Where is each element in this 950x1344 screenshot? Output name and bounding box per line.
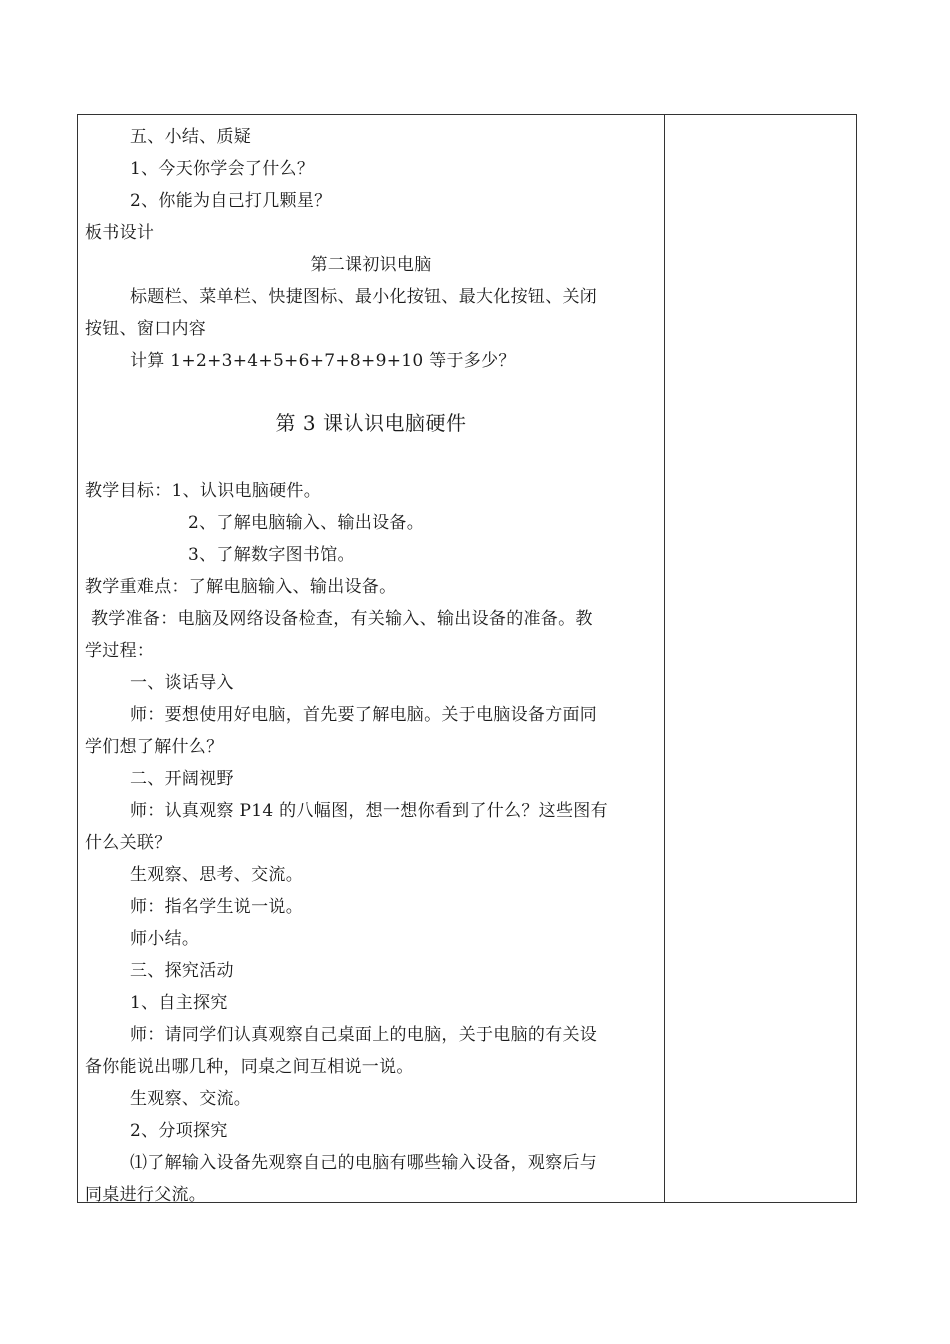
- board-design-calc: 计算 1+2+3+4+5+6+7+8+9+10 等于多少？: [130, 351, 516, 371]
- paragraph-line: 师：认真观察 P14 的八幅图，想一想你看到了什么？这些图有: [130, 801, 608, 821]
- paragraph-line: 师：指名学生说一说。: [130, 897, 303, 917]
- paragraph-line: 同桌进行父流。: [85, 1185, 207, 1202]
- paragraph-line: 什么关联？: [85, 833, 172, 853]
- paragraph-line: 学们想了解什么？: [85, 737, 224, 757]
- paragraph-line: 师：请同学们认真观察自己桌面上的电脑，关于电脑的有关设: [130, 1025, 598, 1045]
- teaching-prep: 学过程：: [85, 641, 155, 661]
- section-heading: 三、探究活动: [130, 961, 234, 981]
- board-design-title: 第二课初识电脑: [310, 255, 432, 275]
- paragraph-line: 备你能说出哪几种，同桌之间互相说一说。: [85, 1057, 414, 1077]
- section-heading: 一、谈话导入: [130, 673, 234, 693]
- teaching-goals: 教学目标：1、认识电脑硬件。: [85, 481, 322, 501]
- key-points: 教学重难点：了解电脑输入、输出设备。: [85, 577, 397, 597]
- paragraph-line: ⑴了解输入设备先观察自己的电脑有哪些输入设备，观察后与: [130, 1153, 598, 1173]
- lesson-title: 第 3 课认识电脑硬件: [275, 411, 467, 435]
- section-five-question-1: 1、今天你学会了什么？: [130, 159, 315, 179]
- paragraph-line: 生观察、思考、交流。: [130, 865, 303, 885]
- teaching-prep: 教学准备：电脑及网络设备检查，有关输入、输出设备的准备。教: [91, 609, 593, 629]
- board-design-label: 板书设计: [85, 223, 155, 243]
- teaching-goals: 2、了解电脑输入、输出设备。: [188, 513, 425, 533]
- content-cell: [78, 115, 665, 1202]
- notes-cell: [665, 115, 856, 1202]
- section-heading: 二、开阔视野: [130, 769, 234, 789]
- teaching-goals: 3、了解数字图书馆。: [188, 545, 355, 565]
- board-design-content: 按钮、窗口内容: [85, 319, 207, 339]
- paragraph-line: 师：要想使用好电脑，首先要了解电脑。关于电脑设备方面同: [130, 705, 598, 725]
- paragraph-line: 生观察、交流。: [130, 1089, 252, 1109]
- section-five-question-2: 2、你能为自己打几颗星？: [130, 191, 332, 211]
- subsection-heading: 1、自主探究: [130, 993, 228, 1013]
- lesson-plan-table: [77, 114, 857, 1203]
- subsection-heading: 2、分项探究: [130, 1121, 228, 1141]
- section-five-heading: 五、小结、质疑: [130, 127, 252, 147]
- board-design-content: 标题栏、菜单栏、快捷图标、最小化按钮、最大化按钮、关闭: [130, 287, 598, 307]
- paragraph-line: 师小结。: [130, 929, 200, 949]
